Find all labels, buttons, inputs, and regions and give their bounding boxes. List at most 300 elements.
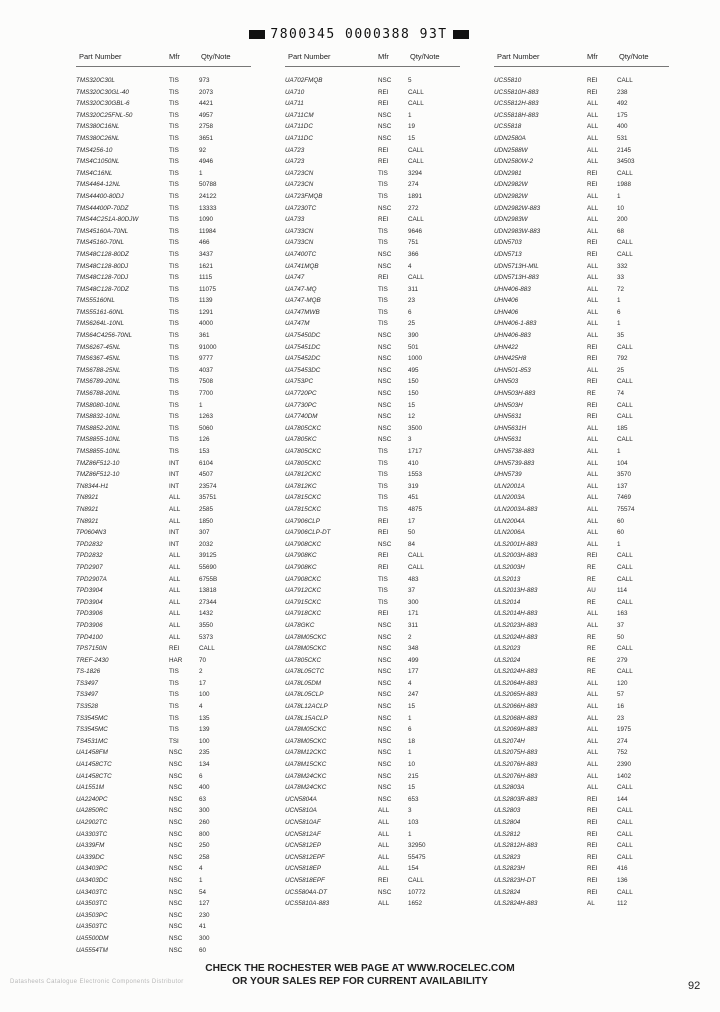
table-row xyxy=(285,446,460,458)
table-row xyxy=(285,713,460,725)
parts-column-1 xyxy=(76,50,251,956)
table-row xyxy=(76,550,251,562)
manufacturer: NSC xyxy=(378,633,392,641)
quantity: CALL xyxy=(617,552,633,560)
manufacturer: TIS xyxy=(169,169,179,177)
table-row xyxy=(76,562,251,574)
table-row xyxy=(76,759,251,771)
quantity: 15 xyxy=(408,784,416,792)
part-number: UA2240PC xyxy=(76,795,108,803)
part-number: ULS2013H-883 xyxy=(494,587,538,595)
quantity: 57 xyxy=(617,691,625,699)
manufacturer: TIS xyxy=(169,424,179,432)
quantity: 274 xyxy=(617,737,628,745)
table-row xyxy=(285,110,460,122)
manufacturer: ALL xyxy=(587,227,599,235)
quantity: 1891 xyxy=(408,192,423,200)
manufacturer: NSC xyxy=(378,343,392,351)
part-number: TS4531MC xyxy=(76,737,108,745)
table-row xyxy=(285,318,460,330)
quantity: 1402 xyxy=(617,772,632,780)
part-number: UA1458CTC xyxy=(76,772,112,780)
manufacturer: TIS xyxy=(169,250,179,258)
part-number: UA7908KC xyxy=(285,563,317,571)
quantity: 3570 xyxy=(617,471,632,479)
quantity: 50 xyxy=(408,529,416,537)
manufacturer: ALL xyxy=(587,308,599,316)
quantity: CALL xyxy=(617,413,633,421)
part-number: UHN5738-883 xyxy=(494,448,535,455)
manufacturer: ALL xyxy=(587,726,599,734)
quantity: 274 xyxy=(408,181,419,189)
manufacturer: REI xyxy=(587,853,598,861)
quantity: 23 xyxy=(617,714,625,722)
manufacturer: NSC xyxy=(378,540,392,548)
table-row xyxy=(494,121,669,133)
manufacturer: NSC xyxy=(378,621,392,629)
manufacturer: TIS xyxy=(169,366,179,374)
part-number: TMZ86F512-10 xyxy=(76,459,120,467)
quantity: 2758 xyxy=(199,123,214,131)
quantity: 1 xyxy=(408,714,412,722)
quantity: 185 xyxy=(617,424,628,432)
quantity: 416 xyxy=(617,865,628,873)
table-row xyxy=(285,736,460,748)
table-row xyxy=(494,840,669,852)
table-row xyxy=(285,643,460,655)
table-row xyxy=(76,133,251,145)
table-row xyxy=(285,365,460,377)
quantity: 15 xyxy=(408,401,416,409)
table-row xyxy=(285,620,460,632)
table-row xyxy=(494,794,669,806)
manufacturer: AL xyxy=(587,900,595,908)
manufacturer: ALL xyxy=(587,471,599,479)
manufacturer: TIS xyxy=(378,181,388,189)
quantity: 4875 xyxy=(408,505,423,513)
part-number: UCN5812EP xyxy=(285,842,322,850)
quantity: 17 xyxy=(199,679,207,687)
part-number: UA7730PC xyxy=(285,401,317,409)
manufacturer: ALL xyxy=(587,621,599,629)
manufacturer: TIS xyxy=(169,413,179,421)
table-row xyxy=(494,632,669,644)
quantity: 91000 xyxy=(199,343,217,351)
manufacturer: INT xyxy=(169,471,180,479)
quantity: 410 xyxy=(408,459,419,467)
part-number: TPD3904 xyxy=(76,598,103,606)
table-row xyxy=(76,203,251,215)
part-number: ULN2006A xyxy=(494,529,525,537)
part-number: TMS380C16NL xyxy=(76,123,120,131)
table-row xyxy=(285,423,460,435)
quantity: 24122 xyxy=(199,192,217,200)
part-number: UA7908CKC xyxy=(285,575,322,583)
part-number: UA7918CKC xyxy=(285,610,322,618)
quantity: 4957 xyxy=(199,111,214,119)
page-number: 92 xyxy=(688,980,701,992)
table-row xyxy=(494,678,669,690)
table-row xyxy=(76,945,251,957)
table-row xyxy=(285,724,460,736)
manufacturer: ALL xyxy=(169,587,181,595)
manufacturer: ALL xyxy=(587,134,599,142)
manufacturer: ALL xyxy=(169,575,181,583)
part-number: UHN406 xyxy=(494,308,519,316)
table-row xyxy=(494,423,669,435)
quantity: 501 xyxy=(408,343,419,351)
manufacturer: ALL xyxy=(169,494,181,502)
manufacturer: ALL xyxy=(587,436,599,444)
table-row xyxy=(494,133,669,145)
manufacturer: TIS xyxy=(378,297,388,305)
part-number: TS3497 xyxy=(76,679,99,687)
quantity: CALL xyxy=(617,888,633,896)
quantity: 34503 xyxy=(617,158,635,166)
quantity: 752 xyxy=(617,749,628,757)
part-number-header: Part Number xyxy=(497,52,540,61)
part-number: UDN5713 xyxy=(494,250,522,258)
table-row xyxy=(494,701,669,713)
quantity: 4507 xyxy=(199,471,214,479)
part-number: UA747MWB xyxy=(285,308,320,316)
quantity: 1000 xyxy=(408,355,423,363)
part-number: TPD2907A xyxy=(76,575,107,583)
quantity: 1139 xyxy=(199,297,213,305)
table-row xyxy=(494,469,669,481)
manufacturer: ALL xyxy=(169,610,181,618)
quantity: 348 xyxy=(408,645,419,653)
part-number: UHN406-883 xyxy=(494,285,531,293)
quantity: 3 xyxy=(408,807,412,815)
part-number: UHN422 xyxy=(494,343,519,351)
quantity: CALL xyxy=(408,146,424,154)
table-row xyxy=(494,342,669,354)
part-number: UA75451DC xyxy=(285,343,321,351)
manufacturer: NSC xyxy=(378,749,392,757)
part-number: TS3528 xyxy=(76,703,99,711)
manufacturer: ALL xyxy=(587,285,599,293)
manufacturer: NSC xyxy=(169,807,183,815)
table-row xyxy=(76,446,251,458)
manufacturer: TIS xyxy=(169,297,179,305)
table-row xyxy=(76,887,251,899)
quantity: CALL xyxy=(617,598,633,606)
quantity: 307 xyxy=(199,529,210,537)
part-number: UA75453DC xyxy=(285,366,321,374)
quantity: 6 xyxy=(408,726,412,734)
manufacturer: NSC xyxy=(169,946,183,954)
quantity: 120 xyxy=(617,679,628,687)
part-number: UCN5818EP xyxy=(285,865,322,873)
table-row xyxy=(76,237,251,249)
quantity: 272 xyxy=(408,204,419,212)
manufacturer: ALL xyxy=(169,633,181,641)
manufacturer: REI xyxy=(587,552,598,560)
manufacturer: NSC xyxy=(378,413,392,421)
quantity: 150 xyxy=(408,390,419,398)
manufacturer: ALL xyxy=(378,865,390,873)
quantity: 68 xyxy=(617,227,625,235)
quantity: 332 xyxy=(617,262,628,270)
manufacturer: ALL xyxy=(587,714,599,722)
quantity: 100 xyxy=(199,691,210,699)
part-number: UA747-MQB xyxy=(285,297,321,305)
part-number: ULN2003A xyxy=(494,494,525,502)
quantity: 15 xyxy=(408,134,416,142)
table-row xyxy=(494,504,669,516)
manufacturer: TIS xyxy=(169,111,179,119)
part-number: TMS55160NL xyxy=(76,297,115,305)
manufacturer: TIS xyxy=(169,146,179,154)
part-number: TMS48C128-70DJ xyxy=(76,274,129,282)
table-row xyxy=(494,875,669,887)
manufacturer: TIS xyxy=(169,378,179,386)
quantity: 6 xyxy=(199,772,203,780)
quantity: 5060 xyxy=(199,424,214,432)
part-number: UA78M24CKC xyxy=(285,772,327,780)
quantity: 3437 xyxy=(199,250,214,258)
quantity: 60 xyxy=(617,529,625,537)
manufacturer: NSC xyxy=(378,250,392,258)
manufacturer: NSC xyxy=(378,436,392,444)
quantity: 136 xyxy=(617,876,628,884)
manufacturer: TIS xyxy=(169,355,179,363)
table-row xyxy=(76,678,251,690)
part-number: UHN5631H xyxy=(494,424,527,432)
quantity: 150 xyxy=(408,378,419,386)
quantity: 144 xyxy=(617,795,628,803)
manufacturer: ALL xyxy=(587,216,599,224)
quantity: 4421 xyxy=(199,100,214,108)
manufacturer: NSC xyxy=(378,645,392,653)
quantity: 1 xyxy=(408,830,412,838)
quantity: 92 xyxy=(199,146,207,154)
table-row xyxy=(76,655,251,667)
quantity: 7469 xyxy=(617,494,632,502)
part-number: UA7915CKC xyxy=(285,598,322,606)
quantity: CALL xyxy=(617,807,633,815)
part-number: TMS320C30L xyxy=(76,77,115,84)
part-number: TN8344-H1 xyxy=(76,482,109,490)
table-row xyxy=(285,492,460,504)
part-number: UA7815CKC xyxy=(285,494,322,502)
table-row xyxy=(494,145,669,157)
table-row xyxy=(494,620,669,632)
quantity: CALL xyxy=(617,563,633,571)
quantity: 1115 xyxy=(199,274,213,282)
mfr-header: Mfr xyxy=(169,52,180,61)
quantity: 1 xyxy=(408,749,412,757)
part-number: ULS2001H-883 xyxy=(494,540,538,548)
manufacturer: NSC xyxy=(169,923,183,931)
table-row xyxy=(76,689,251,701)
quantity: CALL xyxy=(408,563,424,571)
table-row xyxy=(76,771,251,783)
table-row xyxy=(494,249,669,261)
table-row xyxy=(285,632,460,644)
table-row xyxy=(285,701,460,713)
manufacturer: TIS xyxy=(169,308,179,316)
table-row xyxy=(76,504,251,516)
part-number: TPS7150N xyxy=(76,645,107,653)
manufacturer: NSC xyxy=(378,401,392,409)
part-number: UA339FM xyxy=(76,842,105,850)
table-row xyxy=(494,562,669,574)
part-number: TMZ86F512-10 xyxy=(76,471,120,479)
table-row xyxy=(494,307,669,319)
quantity: 134 xyxy=(199,761,210,769)
table-row xyxy=(494,203,669,215)
part-number: ULS2804 xyxy=(494,819,521,826)
table-row xyxy=(285,875,460,887)
manufacturer: NSC xyxy=(378,784,392,792)
part-number: TMS45160A-70NL xyxy=(76,227,129,235)
part-number: UCS5810 xyxy=(494,77,522,84)
quantity: 2585 xyxy=(199,505,214,513)
qty-note-header: Qty/Note xyxy=(201,52,231,61)
part-number: UA339DC xyxy=(76,853,105,861)
manufacturer: TIS xyxy=(169,100,179,108)
quantity: 451 xyxy=(408,494,419,502)
quantity: 39125 xyxy=(199,552,217,560)
quantity: 1 xyxy=(199,876,203,884)
table-row xyxy=(76,214,251,226)
quantity: 258 xyxy=(199,853,210,861)
quantity: 63 xyxy=(199,795,207,803)
manufacturer: ALL xyxy=(587,111,599,119)
part-number: UA702FMQB xyxy=(285,77,323,84)
part-number: ULS2069H-883 xyxy=(494,726,538,734)
manufacturer: REI xyxy=(587,77,598,84)
manufacturer: NSC xyxy=(378,366,392,374)
manufacturer: NSC xyxy=(169,865,183,873)
manufacturer: NSC xyxy=(169,772,183,780)
manufacturer: REI xyxy=(378,563,389,571)
manufacturer: RE xyxy=(587,633,596,641)
table-row xyxy=(494,689,669,701)
manufacturer: REI xyxy=(587,830,598,838)
manufacturer: TIS xyxy=(169,227,179,235)
quantity: CALL xyxy=(617,250,633,258)
quantity: 84 xyxy=(408,540,416,548)
manufacturer: TIS xyxy=(169,204,179,212)
quantity: 74 xyxy=(617,390,625,398)
part-number: ULS2023 xyxy=(494,645,521,653)
part-number: UA2902TC xyxy=(76,819,108,826)
manufacturer: RE xyxy=(587,563,596,571)
quantity: CALL xyxy=(408,552,424,560)
table-row xyxy=(76,782,251,794)
table-row xyxy=(494,272,669,284)
quantity: CALL xyxy=(617,842,633,850)
table-row xyxy=(76,597,251,609)
table-row xyxy=(285,400,460,412)
table-row xyxy=(76,608,251,620)
part-number: UA7908CKC xyxy=(285,540,322,548)
quantity: 230 xyxy=(199,911,210,919)
part-number: UDN2982W xyxy=(494,181,528,189)
table-row xyxy=(76,933,251,945)
part-number: UA7805CKC xyxy=(285,656,322,664)
manufacturer: NSC xyxy=(169,888,183,896)
part-number: ULS2014 xyxy=(494,598,521,606)
manufacturer: TIS xyxy=(169,703,179,711)
part-number: UA3403TC xyxy=(76,888,108,896)
manufacturer: TIS xyxy=(378,575,388,583)
part-number: UA78L15ACLP xyxy=(285,714,328,722)
manufacturer: NSC xyxy=(378,795,392,803)
table-row xyxy=(76,574,251,586)
quantity: CALL xyxy=(617,668,633,676)
part-number: UHN5631 xyxy=(494,413,522,421)
quantity: 2145 xyxy=(617,146,632,154)
part-number: ULS2003H xyxy=(494,563,525,571)
quantity: 27344 xyxy=(199,598,217,606)
table-row xyxy=(76,376,251,388)
table-row xyxy=(285,156,460,168)
table-row xyxy=(76,318,251,330)
quantity: 531 xyxy=(617,134,628,142)
quantity: 104 xyxy=(617,459,628,467)
table-row xyxy=(285,887,460,899)
table-row xyxy=(494,817,669,829)
part-number: UCN5804A xyxy=(285,795,317,803)
manufacturer: REI xyxy=(587,819,598,826)
part-number: UA741MQB xyxy=(285,262,319,270)
quantity: 33 xyxy=(617,274,625,282)
quantity: 25 xyxy=(617,366,625,374)
quantity: 15 xyxy=(408,703,416,711)
part-number: UA7812CKC xyxy=(285,471,322,479)
manufacturer: NSC xyxy=(378,111,392,119)
manufacturer: TIS xyxy=(378,227,388,235)
manufacturer: REI xyxy=(169,645,180,653)
table-row xyxy=(285,295,460,307)
part-number: UA723CN xyxy=(285,181,314,189)
part-number: UA723FMQB xyxy=(285,192,323,200)
quantity: 311 xyxy=(408,285,419,293)
table-row xyxy=(494,643,669,655)
manufacturer: TIS xyxy=(169,401,179,409)
table-row xyxy=(76,829,251,841)
part-number: UA2850RC xyxy=(76,807,108,815)
manufacturer: NSC xyxy=(378,703,392,711)
quantity: CALL xyxy=(617,401,633,409)
part-number: UCS5810H-883 xyxy=(494,88,539,96)
manufacturer: REI xyxy=(378,552,389,560)
part-number: UDN2982W-883 xyxy=(494,204,541,212)
quantity: 1553 xyxy=(408,471,423,479)
table-row xyxy=(285,585,460,597)
part-number: UA78M05CKC xyxy=(285,737,327,745)
table-row xyxy=(76,469,251,481)
table-row xyxy=(76,168,251,180)
quantity: 495 xyxy=(408,366,419,374)
quantity: 483 xyxy=(408,575,419,583)
part-number: UA5554TM xyxy=(76,946,108,954)
part-number: TMS44400P-70DZ xyxy=(76,204,129,212)
manufacturer: RE xyxy=(587,668,596,676)
table-row xyxy=(76,434,251,446)
quantity: 5373 xyxy=(199,633,214,641)
part-number: TMS44C251A-80DJW xyxy=(76,216,139,224)
manufacturer: ALL xyxy=(587,529,599,537)
manufacturer: NSC xyxy=(378,123,392,131)
manufacturer: REI xyxy=(587,239,598,247)
part-number: ULN2003A-883 xyxy=(494,505,538,513)
manufacturer: REI xyxy=(378,146,389,154)
